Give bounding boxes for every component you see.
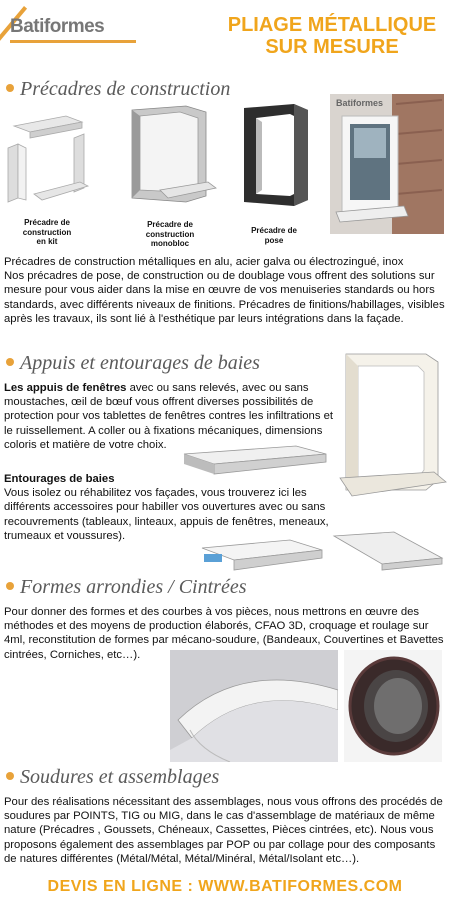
precadre-monobloc-image <box>120 102 220 212</box>
bullet-icon <box>6 358 14 366</box>
logo[interactable] <box>6 4 146 44</box>
window-installation-photo <box>330 94 444 234</box>
entourages-heading: Entourages de baies <box>4 473 115 485</box>
section-title-formes: Formes arrondies / Cintrées <box>6 576 246 599</box>
caption-precadre-kit: Précadre de construction en kit <box>22 218 72 246</box>
photo-logo: Batiformes <box>336 98 384 108</box>
page-title <box>220 14 444 58</box>
sill-flat-image <box>330 528 446 578</box>
soudures-description: Pour des réalisations nécessitant des assemblages, nous vous offrons des procédés de soudures par POINTS, TIG ou MIG, dans le cas d'assemblage de matériaux de même nature (Précadres , Goussets, Chéneaux, Cassettes, Pièces cintrées, etc). Nous vous proposons également des assemblages par POP ou par collage pour des composants de natures différentes (Métal/Métal, Métal/Minéral, Métal/Isolant etc…). <box>4 796 443 865</box>
formes-description: Pour donner des formes et des courbes à vos pièces, nous mettrons en œuvre des méthodes et des moyens de production élaborés, CFAO 3D, croquage et roulage sur 4ml, reconstitution de formes par mécano-soudure, (Bandeaux, Couvertines et Bavettes cintrées, Corniches, etc…). <box>4 606 444 661</box>
caption-precadre-monobloc: Précadre de construction monobloc <box>145 220 195 248</box>
curved-coping-photo <box>170 650 338 762</box>
page-title-line2: SUR MESURE <box>265 36 399 58</box>
precadres-description: Précadres de construction métalliques en alu, acier galva ou électrozingué, inox Nos précadres de pose, de construction ou de doublage vous offrent des solutions sur mesure pour vous aider dans la mise en œuvre de vos menuiseries standards ou hors standards, avec différents niveaux de finitions. Précadres de finitions/habillages, visibles après les travaux, ils sont lié à l'esthétique par leurs intégrations dans la façade. <box>4 256 445 325</box>
precadre-pose-image <box>234 102 320 212</box>
round-pipe-photo <box>344 650 442 762</box>
window-surround-image <box>338 350 448 500</box>
bullet-icon <box>6 84 14 92</box>
entourages-description: Entourages de baies Vous isolez ou réhabilitez vos façades, vous trouverez ici les différents accessoires pour habiller vos ouvertures avec ou sans recouvrements (tableaux, linteaux, appuis de fenêtres, meneaux, trumeaux et voussures). <box>4 473 329 542</box>
page-title-line1: PLIAGE MÉTALLIQUE <box>227 14 437 36</box>
precadre-kit-image <box>4 108 90 208</box>
appuis-heading: Les appuis de fenêtres <box>4 382 127 394</box>
logo-text: Batiformes <box>10 16 105 37</box>
section-title-appuis: Appuis et entourages de baies <box>6 352 260 375</box>
section-title-soudures: Soudures et assemblages <box>6 766 219 789</box>
caption-precadre-pose: Précadre de pose <box>251 226 297 245</box>
section-title-precadres: Précadres de construction <box>6 78 230 101</box>
footer-quote-link[interactable]: DEVIS EN LIGNE : WWW.BATIFORMES.COM <box>47 878 403 895</box>
bullet-icon <box>6 582 14 590</box>
bullet-icon <box>6 772 14 780</box>
sill-profile-image <box>198 532 326 578</box>
appuis-description: Les appuis de fenêtres avec ou sans relevés, avec ou sans moustaches, œil de bœuf vous offrent diverses possibilités de protection pour vos tablettes de fenêtres contres les infiltrations et le ruissellement. A coller ou à fixations mécaniques, dimensions coloris et matière de votre choix. <box>4 382 334 451</box>
logo-underline <box>10 40 136 43</box>
